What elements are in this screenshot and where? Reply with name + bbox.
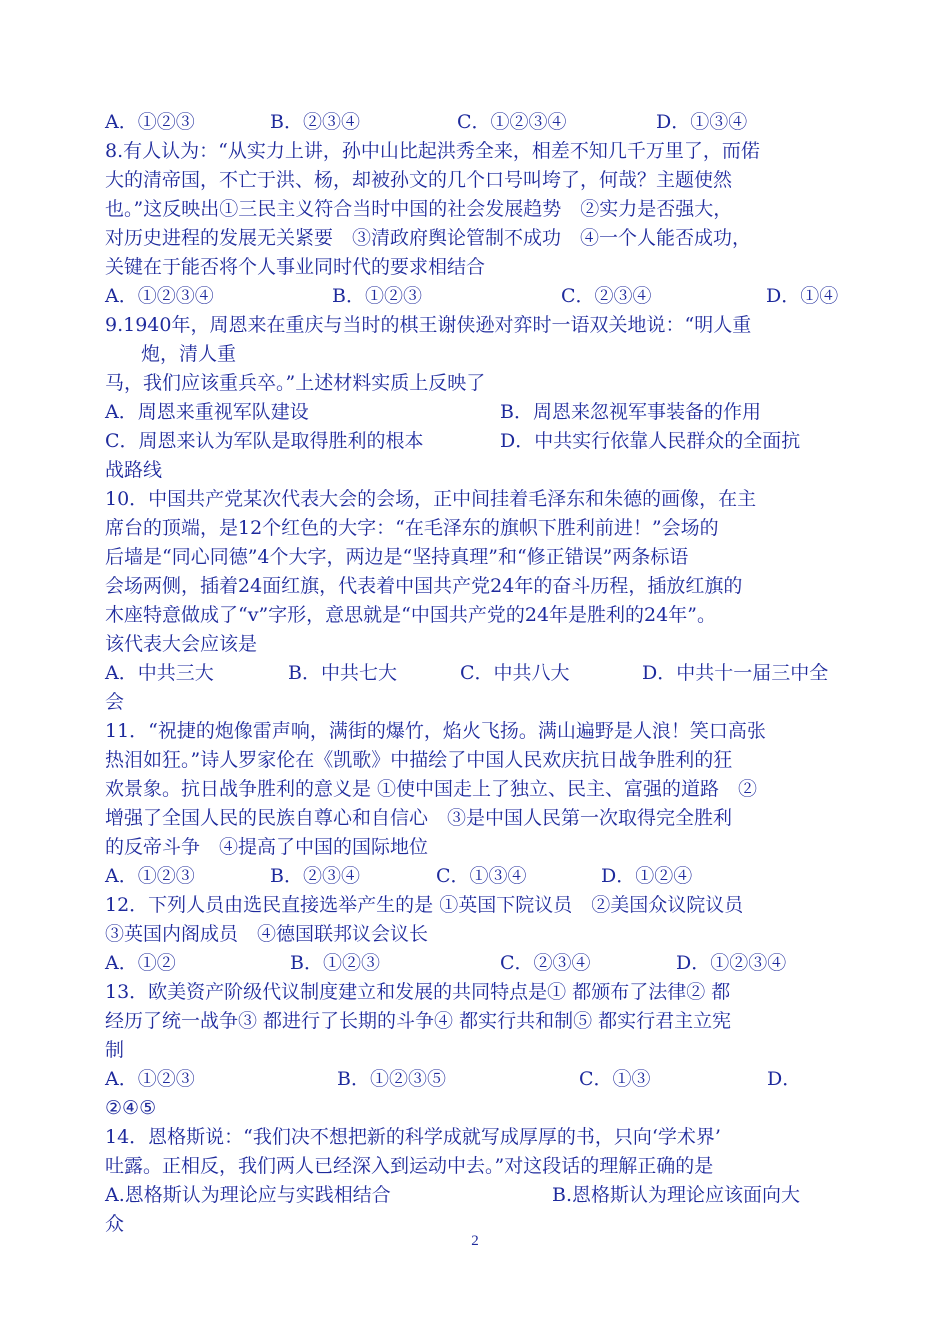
q8-option-a: A．①②③④ [105,285,214,307]
q12-option-d: D．①②③④ [676,952,787,974]
q10-line: 该代表大会应该是 [105,633,258,655]
q7-option-a: A．①②③ [105,111,195,133]
q10-options [105,659,850,688]
q13-option-c: C．①③ [579,1068,651,1090]
q10-line: 木座特意做成了“v”字形，意思就是“中国共产党的24年是胜利的24年”。 [105,604,716,626]
q14-option-b-continued: 众 [105,1213,125,1235]
q14-options-row [105,1181,850,1210]
q8-options [105,282,850,311]
q10-line: 10．中国共产党某次代表大会的会场，正中间挂着毛泽东和朱德的画像，在主 [105,488,757,510]
question-13 [105,978,850,1123]
q10-option-d-continued: 会 [105,691,125,713]
page-number: 2 [471,1233,479,1249]
q9-option-d-continued: 战路线 [105,459,163,481]
q12-option-c: C．②③④ [500,952,591,974]
q11-option-b: B．②③④ [270,865,360,887]
q10-option-a: A．中共三大 [105,662,214,684]
q8-line: 关键在于能否将个人事业同时代的要求相结合 [105,256,486,278]
q7-option-b: B．②③④ [270,111,360,133]
q13-option-a: A．①②③ [105,1068,195,1090]
q8-option-d: D．①④ [766,285,839,307]
q9-option-a: A．周恩来重视军队建设 [105,401,309,423]
q14-option-a: A.恩格斯认为理论应与实践相结合 [105,1184,391,1206]
q13-options [105,1065,850,1094]
q14-option-b: B.恩格斯认为理论应该面向大 [552,1184,801,1206]
q9-line: 炮，清人重 [141,343,237,365]
q14-line: 吐露。正相反，我们两人已经深入到运动中去。”对这段话的理解正确的是 [105,1155,714,1177]
exam-page [105,108,850,1239]
q12-options [105,949,850,978]
q8-line: 大的清帝国，不亡于洪、杨，却被孙文的几个口号叫垮了，何哉？主题使然 [105,169,733,191]
question-10 [105,485,850,717]
q10-line: 席台的顶端，是12个红色的大字：“在毛泽东的旗帜下胜利前进！”会场的 [105,517,719,539]
q9-option-d: D．中共实行依靠人民群众的全面抗 [500,430,801,452]
q14-line: 14．恩格斯说：“我们决不想把新的科学成就写成厚厚的书，只向‘学术界’ [105,1126,721,1148]
q12-line: 12．下列人员由选民直接选举产生的是 ①英国下院议员 ②美国众议院议员 [105,894,744,916]
q9-line: 9.1940年，周恩来在重庆与当时的棋王谢侠逊对弈时一语双关地说：“明人重 [105,314,752,336]
q11-options [105,862,850,891]
q9-line: 马，我们应该重兵卒。”上述材料实质上反映了 [105,372,486,394]
q11-line: 的反帝斗争 ④提高了中国的国际地位 [105,836,429,858]
q11-line: 欢景象。抗日战争胜利的意义是 ①使中国走上了独立、民主、富强的道路 ② [105,778,758,800]
q11-line: 热泪如狂。”诗人罗家伦在《凯歌》中描绘了中国人民欢庆抗日战争胜利的狂 [105,749,733,771]
q8-option-b: B．①②③ [332,285,422,307]
q7-option-d: D．①③④ [656,111,748,133]
q12-option-b: B．①②③ [290,952,380,974]
q8-line: 8.有人认为：“从实力上讲，孙中山比起洪秀全来，相差不知几千万里了，而偌 [105,140,760,162]
q13-line: 经历了统一战争③ 都进行了长期的斗争④ 都实行共和制⑤ 都实行君主立宪 [105,1010,732,1032]
q11-option-c: C．①③④ [436,865,527,887]
q13-option-d: D． [767,1068,802,1090]
q11-option-d: D．①②④ [601,865,693,887]
question-14 [105,1123,850,1239]
q8-line: 也。”这反映出①三民主义符合当时中国的社会发展趋势 ②实力是否强大， [105,198,733,220]
question-8 [105,137,850,311]
q10-line: 后墙是“同心同德”4个大字，两边是“坚持真理”和“修正错误”两条标语 [105,546,689,568]
q10-option-b: B．中共七大 [288,662,397,684]
q10-option-c: C．中共八大 [460,662,570,684]
question-9 [105,311,850,485]
q9-options-row [105,427,850,456]
q10-line: 会场两侧，插着24面红旗，代表着中国共产党24年的奋斗历程，插放红旗的 [105,575,743,597]
q8-option-c: C．②③④ [561,285,652,307]
q13-line: 制 [105,1039,125,1061]
q9-option-b: B．周恩来忽视军事装备的作用 [500,401,761,423]
q7-option-c: C．①②③④ [457,111,567,133]
q11-line: 增强了全国人民的民族自尊心和自信心 ③是中国人民第一次取得完全胜利 [105,807,733,829]
q13-line: 13．欧美资产阶级代议制度建立和发展的共同特点是① 都颁布了法律② 都 [105,981,731,1003]
q9-options-row [105,398,850,427]
q11-line: 11．“祝捷的炮像雷声响，满街的爆竹，焰火飞扬。满山遍野是人浪！笑口高张 [105,720,766,742]
q8-line: 对历史进程的发展无关紧要 ③清政府舆论管制不成功 ④一个人能否成功， [105,227,752,249]
q13-option-b: B．①②③⑤ [337,1068,446,1090]
question-11 [105,717,850,891]
q12-line: ③英国内阁成员 ④德国联邦议会议长 [105,923,429,945]
q7-options [105,108,850,137]
q10-option-d: D．中共十一届三中全 [642,662,829,684]
question-12 [105,891,850,978]
q13-option-d-continued: ②④⑤ [105,1097,157,1119]
q11-option-a: A．①②③ [105,865,195,887]
q9-option-c: C．周恩来认为军队是取得胜利的根本 [105,430,424,452]
q12-option-a: A．①② [105,952,176,974]
